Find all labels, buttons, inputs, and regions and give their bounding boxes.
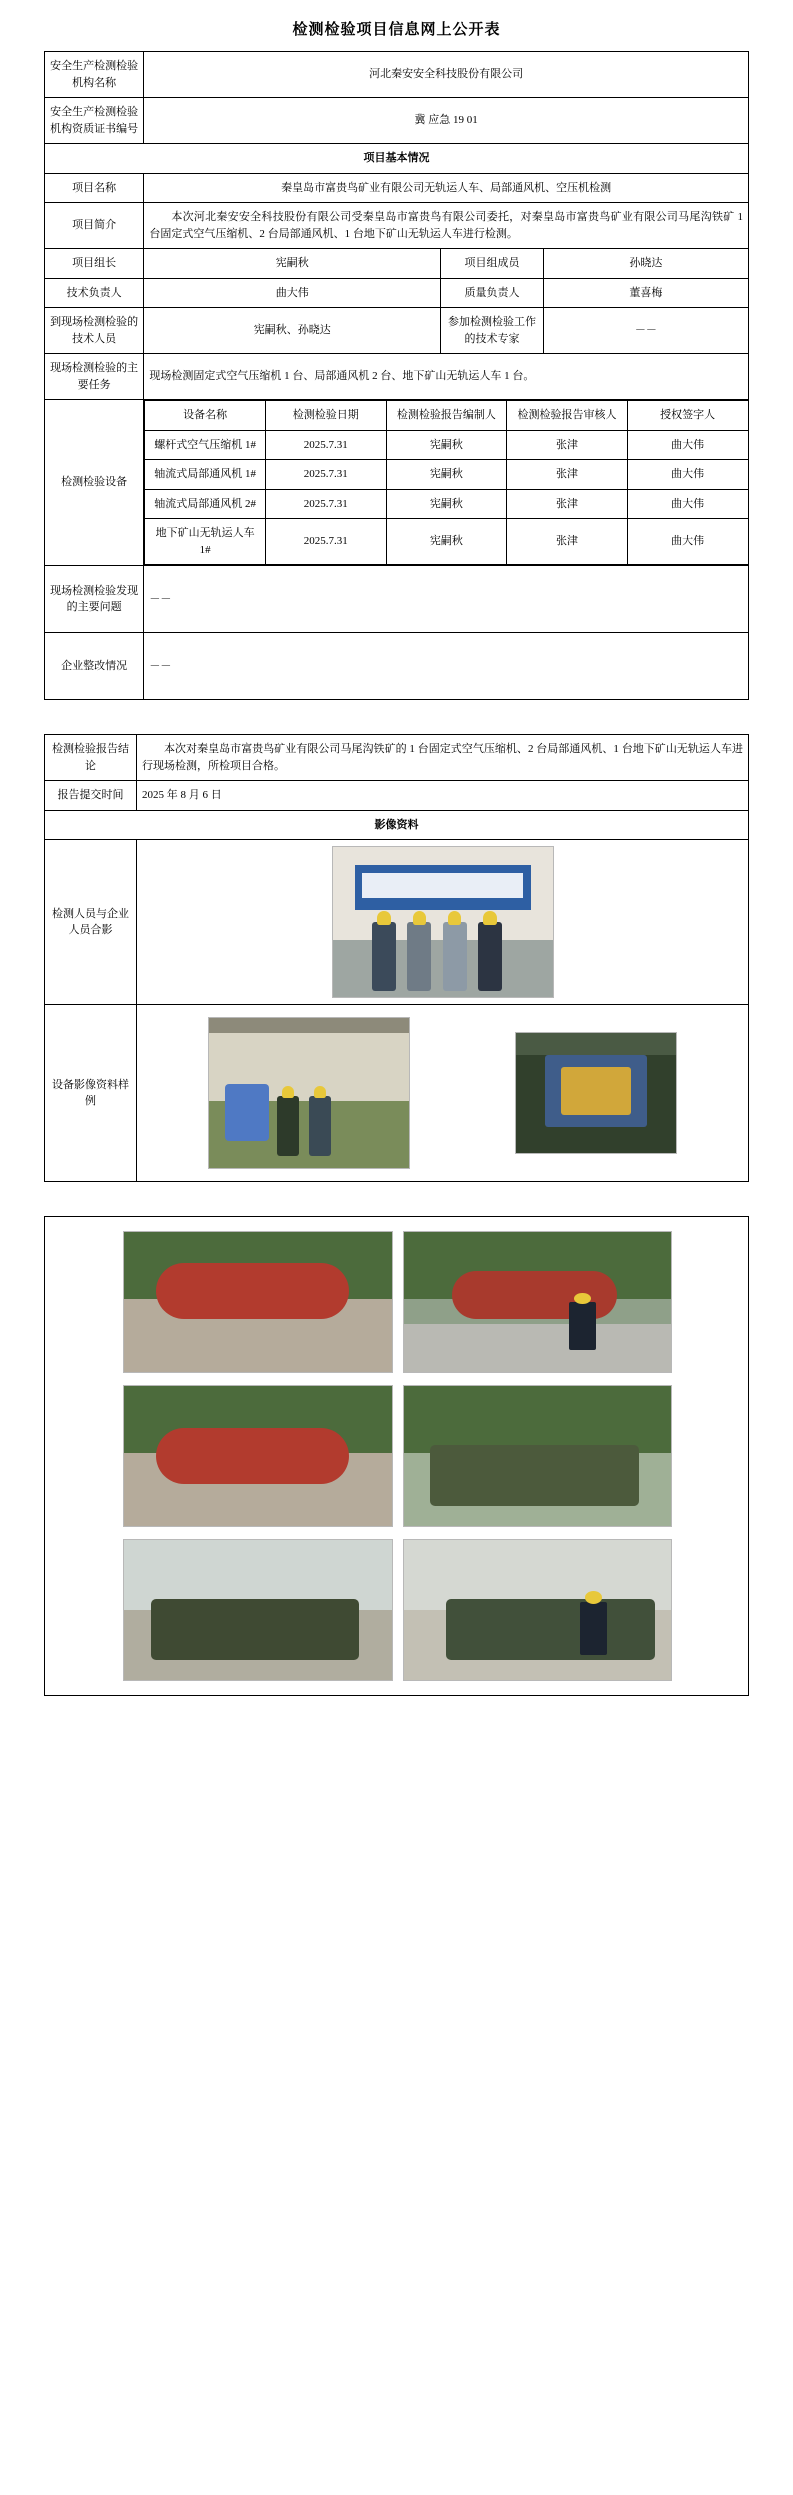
cell-authorized-signer: 曲大伟 (627, 519, 748, 565)
tech-leader-label: 技术负责人 (45, 278, 144, 308)
table-row (45, 52, 749, 98)
cell-equipment-name: 轴流式局部通风机 2# (145, 489, 266, 519)
table-row (45, 633, 749, 700)
equipment-table-cell (144, 400, 749, 566)
equipment-table (144, 400, 748, 565)
group-photo-cell (137, 840, 749, 1005)
cell-test-date: 2025.7.31 (265, 489, 386, 519)
cell-test-date: 2025.7.31 (265, 460, 386, 490)
conclusion-media-table (44, 734, 749, 1182)
submit-time-value: 2025 年 8 月 6 日 (137, 781, 749, 811)
onsite-staff-value: 宪嗣秋、孙晓达 (144, 308, 441, 354)
cell-equipment-name: 地下矿山无轨运人车 1# (145, 519, 266, 565)
photo-fan-outdoor-2 (403, 1231, 673, 1373)
project-intro-value: 本次河北秦安安全科技股份有限公司受秦皇岛市富贵鸟有限公司委托，对秦皇岛市富贵鸟矿业有限公司马尾沟铁矿 1 台固定式空气压缩机、2 台局部通风机、1 台地下矿山无轨运人车进行检测。 (144, 203, 749, 249)
table-row (45, 840, 749, 1005)
cell-report-author: 宪嗣秋 (386, 430, 507, 460)
tech-leader-value: 曲大伟 (144, 278, 441, 308)
page-2 (0, 734, 793, 1182)
table-row (45, 566, 749, 633)
table-row (145, 489, 748, 519)
page-3 (0, 1216, 793, 1696)
photo-fan-outdoor-1 (123, 1231, 393, 1373)
table-row (45, 810, 749, 840)
agency-cert-value: 冀 应急 19 01 (144, 98, 749, 144)
cell-test-date: 2025.7.31 (265, 519, 386, 565)
agency-name-value: 河北秦安安全科技股份有限公司 (144, 52, 749, 98)
group-photo-label: 检测人员与企业人员合影 (45, 840, 137, 1005)
table-row (45, 308, 749, 354)
col-equipment-name: 设备名称 (145, 401, 266, 431)
photo-compressor-room (208, 1017, 410, 1169)
conclusion-value: 本次对秦皇岛市富贵鸟矿业有限公司马尾沟铁矿的 1 台固定式空气压缩机、2 台局部通风机、1 台地下矿山无轨运人车进行现场检测，所检项目合格。 (137, 735, 749, 781)
table-row (145, 460, 748, 490)
table-row (45, 781, 749, 811)
rectify-label: 企业整改情况 (45, 633, 144, 700)
quality-leader-value: 董喜梅 (543, 278, 748, 308)
page-break-2 (0, 1182, 793, 1216)
photo-vehicle-1 (403, 1385, 673, 1527)
expert-value: －－ (543, 308, 748, 354)
cell-authorized-signer: 曲大伟 (627, 460, 748, 490)
table-row (45, 1005, 749, 1182)
photo-grid-cell (45, 1217, 749, 1696)
table-row (45, 400, 749, 566)
col-report-reviewer: 检测检验报告审核人 (507, 401, 628, 431)
page-1 (0, 0, 793, 700)
photo-vehicle-2 (123, 1539, 393, 1681)
cell-authorized-signer: 曲大伟 (627, 489, 748, 519)
project-intro-label: 项目简介 (45, 203, 144, 249)
cell-report-author: 宪嗣秋 (386, 489, 507, 519)
photo-grid-table (44, 1216, 749, 1696)
cell-report-author: 宪嗣秋 (386, 519, 507, 565)
equipment-photo-label: 设备影像资料样例 (45, 1005, 137, 1182)
project-name-value: 秦皇岛市富贵鸟矿业有限公司无轨运人车、局部通风机、空压机检测 (144, 173, 749, 203)
quality-leader-label: 质量负责人 (441, 278, 544, 308)
problems-value: －－ (144, 566, 749, 633)
cell-report-reviewer: 张津 (507, 489, 628, 519)
cell-report-author: 宪嗣秋 (386, 460, 507, 490)
table-row (145, 519, 748, 565)
onsite-staff-label: 到现场检测检验的技术人员 (45, 308, 144, 354)
table-row (45, 354, 749, 400)
page-title: 检测检验项目信息网上公开表 (292, 22, 501, 38)
equipment-label: 检测检验设备 (45, 400, 144, 566)
main-info-table (44, 51, 749, 700)
project-name-label: 项目名称 (45, 173, 144, 203)
table-row (45, 735, 749, 781)
cell-test-date: 2025.7.31 (265, 430, 386, 460)
table-row (45, 98, 749, 144)
photo-compressor-unit (515, 1032, 677, 1154)
col-test-date: 检测检验日期 (265, 401, 386, 431)
cell-report-reviewer: 张津 (507, 430, 628, 460)
section-media: 影像资料 (45, 810, 749, 840)
cell-report-reviewer: 张津 (507, 519, 628, 565)
agency-name-label: 安全生产检测检验机构名称 (45, 52, 144, 98)
photo-vehicle-3 (403, 1539, 673, 1681)
table-row (45, 278, 749, 308)
cell-authorized-signer: 曲大伟 (627, 430, 748, 460)
cell-report-reviewer: 张津 (507, 460, 628, 490)
project-member-label: 项目组成员 (441, 249, 544, 279)
photo-group-staff (332, 846, 554, 998)
expert-label: 参加检测检验工作的技术专家 (441, 308, 544, 354)
cell-equipment-name: 螺杆式空气压缩机 1# (145, 430, 266, 460)
project-leader-value: 宪嗣秋 (144, 249, 441, 279)
submit-time-label: 报告提交时间 (45, 781, 137, 811)
col-report-author: 检测检验报告编制人 (386, 401, 507, 431)
table-row (45, 173, 749, 203)
table-row (45, 144, 749, 174)
equipment-header-row (145, 401, 748, 431)
col-authorized-signer: 授权签字人 (627, 401, 748, 431)
main-task-label: 现场检测检验的主要任务 (45, 354, 144, 400)
table-row (45, 1217, 749, 1696)
problems-label: 现场检测检验发现的主要问题 (45, 566, 144, 633)
cell-equipment-name: 轴流式局部通风机 1# (145, 460, 266, 490)
table-row (45, 249, 749, 279)
rectify-value: －－ (144, 633, 749, 700)
agency-cert-label: 安全生产检测检验机构资质证书编号 (45, 98, 144, 144)
table-row (145, 430, 748, 460)
section-basic-info: 项目基本情况 (45, 144, 749, 174)
conclusion-label: 检测检验报告结论 (45, 735, 137, 781)
equipment-photo-cell (137, 1005, 749, 1182)
project-leader-label: 项目组长 (45, 249, 144, 279)
table-row (45, 203, 749, 249)
project-member-value: 孙晓达 (543, 249, 748, 279)
photo-fan-outdoor-3 (123, 1385, 393, 1527)
page-break-1 (0, 700, 793, 734)
main-task-value: 现场检测固定式空气压缩机 1 台、局部通风机 2 台、地下矿山无轨运人车 1 台。 (144, 354, 749, 400)
